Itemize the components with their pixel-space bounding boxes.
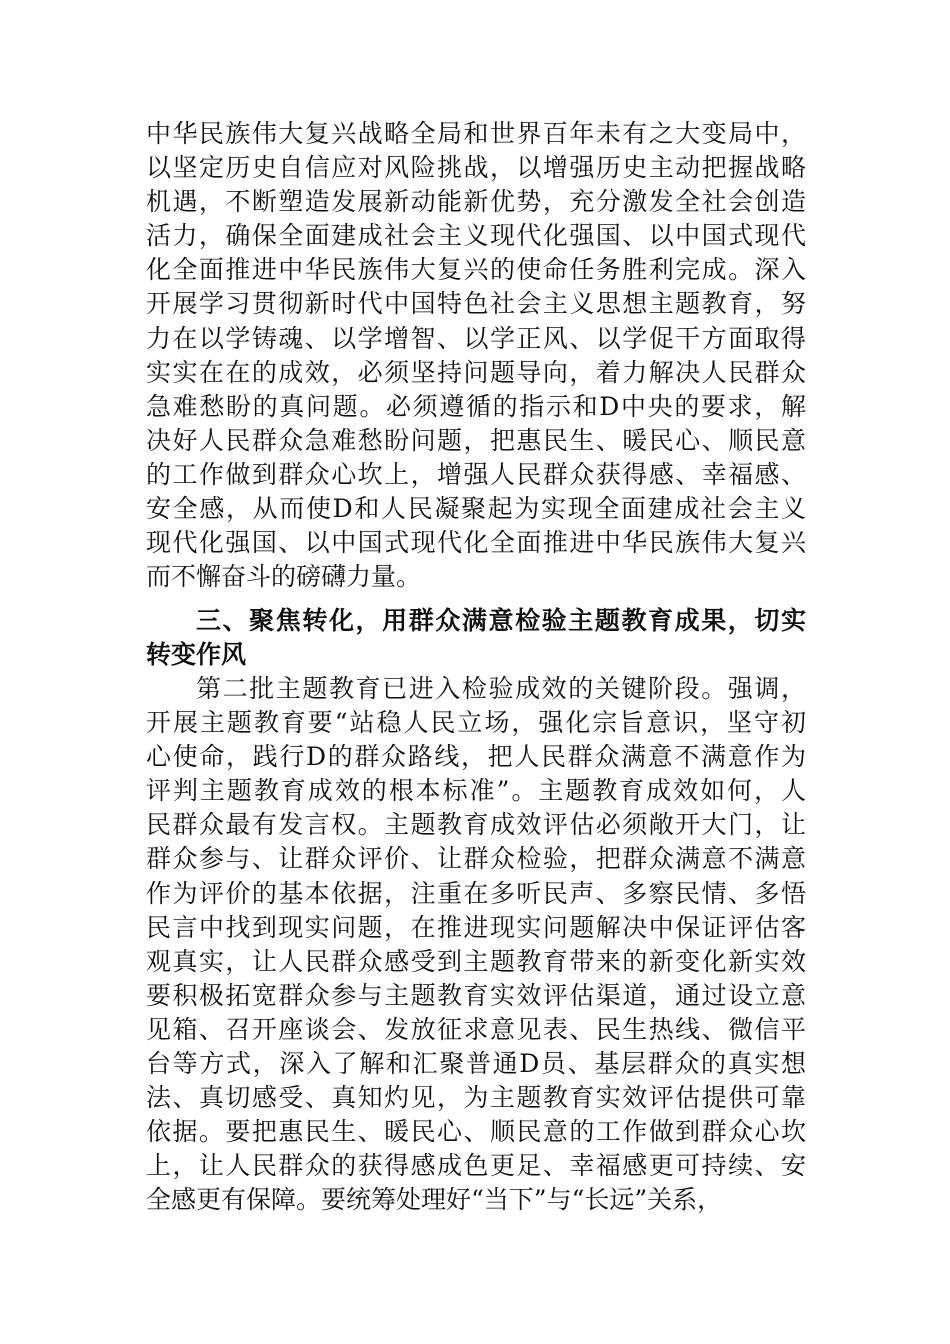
text-line: 开展学习贯彻新时代中国特色社会主义思想主题教育，努 (146, 289, 806, 319)
text-line: 作为评价的基本依据，注重在多听民声、多察民情、多悟 (146, 878, 806, 908)
text-line: 上，让人民群众的获得感成色更足、幸福感更可持续、安 (146, 1151, 806, 1181)
body-paragraph (146, 672, 806, 1218)
text-line: 群众参与、让群众评价、让群众检验，把群众满意不满意 (146, 844, 806, 874)
text-line: 要积极拓宽群众参与主题教育实效评估渠道，通过设立意 (146, 980, 806, 1010)
text-line: 决好人民群众急难愁盼问题，把惠民生、暖民心、顺民意 (146, 425, 806, 455)
text-line: 评判主题教育成效的根本标准”。主题教育成效如何，人 (146, 776, 806, 806)
text-line: 化全面推进中华民族伟大复兴的使命任务胜利完成。深入 (146, 255, 806, 285)
body-paragraph (146, 117, 806, 594)
text-line: 开展主题教育要“站稳人民立场，强化宗旨意识，坚守初 (146, 708, 806, 738)
text-line: 见箱、召开座谈会、发放征求意见表、民生热线、微信平 (146, 1014, 806, 1044)
text-line: 台等方式，深入了解和汇聚普通D员、基层群众的真实想 (146, 1049, 806, 1079)
text-line: 机遇，不断塑造发展新动能新优势，充分激发全社会创造 (146, 187, 806, 217)
text-line: 的工作做到群众心坎上，增强人民群众获得感、幸福感、 (146, 459, 806, 489)
text-line: 转变作风 (146, 640, 247, 670)
text-line: 全感更有保障。要统筹处理好“当下”与“长远”关系， (146, 1185, 723, 1215)
section-heading (146, 604, 806, 672)
text-line: 观真实，让人民群众感受到主题教育带来的新变化新实效 (146, 946, 806, 976)
text-line: 三、聚焦转化，用群众满意检验主题教育成果，切实 (196, 606, 806, 635)
text-line: 法、真切感受、真知灼见，为主题教育实效评估提供可靠 (146, 1083, 806, 1113)
text-line: 第二批主题教育已进入检验成效的关键阶段。强调， (196, 674, 806, 703)
text-line: 心使命，践行D的群众路线，把人民群众满意不满意作为 (146, 742, 806, 772)
text-line: 民言中找到现实问题，在推进现实问题解决中保证评估客 (146, 912, 806, 942)
text-line: 力在以学铸魂、以学增智、以学正风、以学促干方面取得 (146, 323, 806, 353)
text-line: 依据。要把惠民生、暖民心、顺民意的工作做到群众心坎 (146, 1117, 806, 1147)
text-line: 实实在在的成效，必须坚持问题导向，着力解决人民群众 (146, 357, 806, 387)
text-line: 活力，确保全面建成社会主义现代化强国、以中国式现代 (146, 221, 806, 251)
text-line: 以坚定历史自信应对风险挑战，以增强历史主动把握战略 (146, 153, 806, 183)
text-line: 现代化强国、以中国式现代化全面推进中华民族伟大复兴 (146, 528, 806, 558)
text-line: 民群众最有发言权。主题教育成效评估必须敞开大门，让 (146, 810, 806, 840)
text-line: 中华民族伟大复兴战略全局和世界百年未有之大变局中， (146, 119, 806, 148)
text-line: 安全感，从而使D和人民凝聚起为实现全面建成社会主义 (146, 494, 806, 524)
text-line: 而不懈奋斗的磅礴力量。 (146, 562, 422, 592)
text-line: 急难愁盼的真问题。必须遵循的指示和D中央的要求，解 (146, 391, 806, 421)
